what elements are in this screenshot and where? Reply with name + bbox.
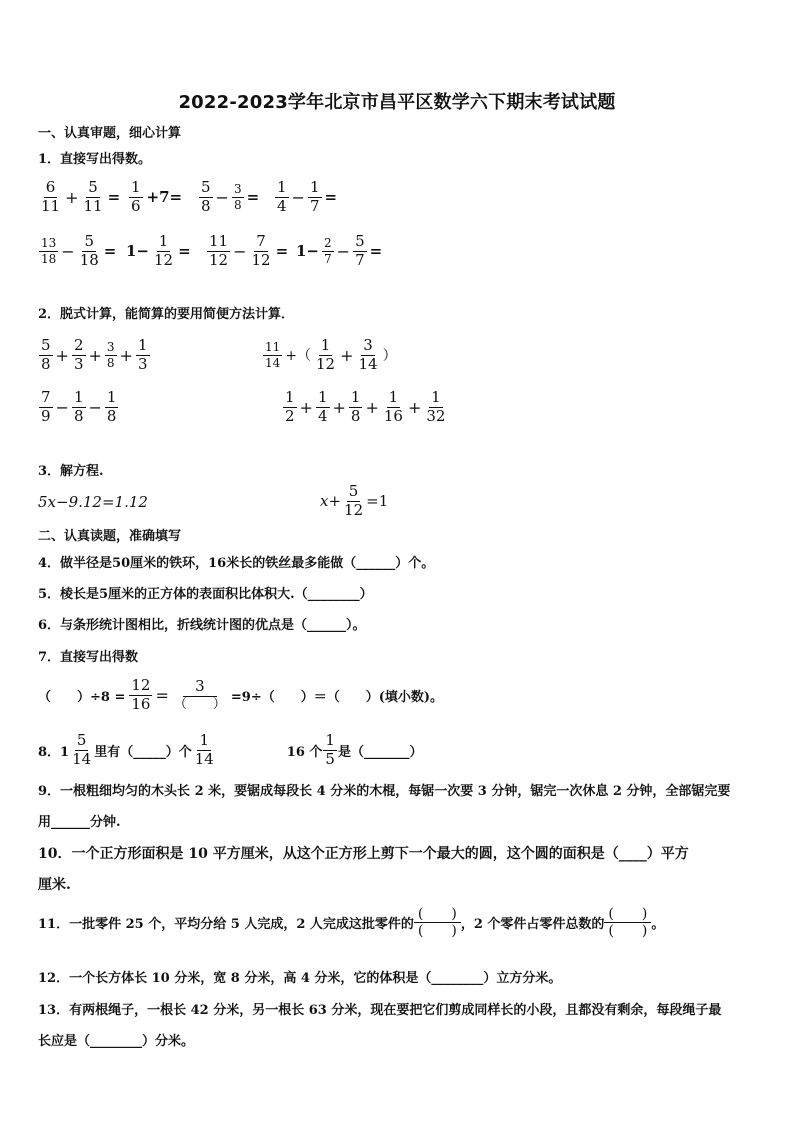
fraction: $\frac{1}{16}$ xyxy=(383,388,403,425)
fraction: $\frac{7}{12}$ xyxy=(251,232,271,269)
fraction: $\frac{1}{7}$ xyxy=(309,178,320,215)
fraction: $\frac{3}{8}$ xyxy=(233,182,242,212)
question-6: 6．与条形统计图相比，折线统计图的优点是（______）。 xyxy=(38,618,366,633)
fraction: $\frac{1}{12}$ xyxy=(154,232,174,269)
equation-1: 5x−9.12=1.12 xyxy=(38,493,148,511)
fraction: $\frac{11}{12}$ xyxy=(209,232,229,269)
question-4: 4．做半径是50厘米的铁环，16米长的铁丝最多能做（______）个。 xyxy=(38,556,435,571)
fraction: $\frac{6}{11}$ xyxy=(41,178,61,215)
q1-item-c: $\frac{5}{8}$ − $\frac{3}{8}$ = xyxy=(201,178,260,215)
q1-item-d: $\frac{1}{4}$ − $\frac{1}{7}$ = xyxy=(277,178,338,215)
q2-expression-1: $\frac{5}{8}$ + $\frac{2}{3}$ + $\frac{3}{8}$ + $\frac{1}{3}$ xyxy=(41,336,148,373)
q1-item-h: 1− $\frac{2}{7}$ − $\frac{5}{7}$ = xyxy=(296,232,383,269)
fraction: $\frac{1}{3}$ xyxy=(137,336,148,373)
q1-item-e: $\frac{13}{18}$ − $\frac{5}{18}$ = xyxy=(41,232,117,269)
question-13-line-2: 长应是（________）分米。 xyxy=(38,1034,195,1049)
fraction: $\frac{5}{8}$ xyxy=(201,178,211,215)
fraction: $\frac{5}{8}$ xyxy=(41,336,51,373)
fraction: $\frac{1}{2}$ xyxy=(285,388,295,425)
fraction-blank: ( ) ( ) xyxy=(414,906,461,939)
fraction: $\frac{1}{32}$ xyxy=(426,388,446,425)
fraction: $\frac{2}{3}$ xyxy=(73,336,84,373)
fraction: $\frac{1}{4}$ xyxy=(317,388,328,425)
question-12: 12．一个长方体长 10 分米，宽 8 分米，高 4 分米，它的体积是（________）立方分米。 xyxy=(38,971,562,986)
question-1-label: 1．直接写出得数。 xyxy=(38,152,152,167)
fraction: $\frac{13}{18}$ xyxy=(41,236,57,266)
question-5: 5．棱长是5厘米的正方体的表面积比体积大.（________） xyxy=(38,587,373,602)
fraction: $\frac{12}{16}$ xyxy=(131,676,151,713)
fraction: $\frac{1}{12}$ xyxy=(316,336,336,373)
fraction: $\frac{3}{8}$ xyxy=(106,340,115,370)
question-9-line-2: 用______分钟. xyxy=(38,815,121,830)
page-title: 2022-2023学年北京市昌平区数学六下期末考试试题 xyxy=(178,92,616,113)
fraction: $\frac{1}{8}$ xyxy=(73,388,84,425)
fraction: $\frac{3}{14}$ xyxy=(358,336,378,373)
q1-item-a: $\frac{6}{11}$ + $\frac{5}{11}$ = xyxy=(41,178,121,215)
q1-item-b: $\frac{1}{6}$ +7= xyxy=(131,178,183,215)
fraction: $\frac{1}{8}$ xyxy=(106,388,117,425)
question-11: 11．一批零件 25 个，平均分给 5 人完成，2 人完成这批零件的 ( ) ( ) ，2 个零件占零件总数的 ( ) ( ) 。 xyxy=(38,906,665,940)
question-7-label: 7．直接写出得数 xyxy=(38,650,139,665)
fraction: $\frac{1}{8}$ xyxy=(350,388,361,425)
question-10-line-1: 10．一个正方形面积是 10 平方厘米，从这个正方形上剪下一个最大的圆，这个圆的面积是（____）平方 xyxy=(38,846,689,862)
q2-expression-4: $\frac{1}{2}$ + $\frac{1}{4}$ + $\frac{1}{8}$ + $\frac{1}{16}$ + $\frac{1}{32}$ xyxy=(285,388,446,425)
fraction: $\frac{5}{18}$ xyxy=(79,232,99,269)
q1-item-g: $\frac{11}{12}$ − $\frac{7}{12}$ = xyxy=(209,232,289,269)
fraction: $\frac{5}{7}$ xyxy=(355,232,365,269)
fraction: $\frac{5}{11}$ xyxy=(83,178,103,215)
fraction: $\frac{3}{( )}$ xyxy=(173,677,226,712)
fraction: $\frac{1}{14}$ xyxy=(194,731,214,768)
fraction: $\frac{1}{6}$ xyxy=(131,178,141,215)
question-8: 8．1 $\frac{5}{14}$ 里有（_____）个 $\frac{1}{14}$ 16 个 $\frac{1}{5}$ 是（_______） xyxy=(38,731,423,768)
fraction: $\frac{2}{7}$ xyxy=(324,236,332,266)
fraction: $\frac{1}{5}$ xyxy=(325,731,335,768)
fraction: $\frac{5}{12}$ xyxy=(344,482,364,519)
q2-expression-2: $\frac{11}{14}$ +（ $\frac{1}{12}$ + $\frac{3}{14}$ ） xyxy=(265,336,397,373)
question-10-line-2: 厘米. xyxy=(38,877,71,893)
fraction: $\frac{11}{14}$ xyxy=(265,340,281,370)
equation-2: x+ $\frac{5}{12}$ =1 xyxy=(320,482,389,519)
question-2-label: 2．脱式计算，能简算的要用简便方法计算． xyxy=(38,307,295,322)
section-2-heading: 二、认真读题，准确填写 xyxy=(38,529,182,544)
fraction: $\frac{5}{14}$ xyxy=(72,731,92,768)
question-13-line-1: 13．有两根绳子，一根长 42 分米，另一根长 63 分米，现在要把它们剪成同样长的小段，且都没有剩余，每段绳子最 xyxy=(38,1003,722,1018)
fraction: $\frac{1}{4}$ xyxy=(277,178,287,215)
q1-item-f: 1− $\frac{1}{12}$ = xyxy=(126,232,191,269)
fraction-blank: ( ) ( ) xyxy=(604,906,651,939)
q2-expression-3: $\frac{7}{9}$ − $\frac{1}{8}$ − $\frac{1}{8}$ xyxy=(41,388,117,425)
question-7-expression: （ ）÷8 = $\frac{12}{16}$ = $\frac{3}{( )}$ =9÷（ ）＝（ ）(填小数)。 xyxy=(38,676,444,713)
fraction: $\frac{7}{9}$ xyxy=(41,388,51,425)
section-1-heading: 一、认真审题，细心计算 xyxy=(38,126,182,141)
question-9-line-1: 9．一根粗细均匀的木头长 2 米，要锯成每段长 4 分米的木棍，每锯一次要 3 分钟，锯完一次休息 2 分钟，全部锯完要 xyxy=(38,784,731,799)
question-3-label: 3．解方程. xyxy=(38,464,104,479)
